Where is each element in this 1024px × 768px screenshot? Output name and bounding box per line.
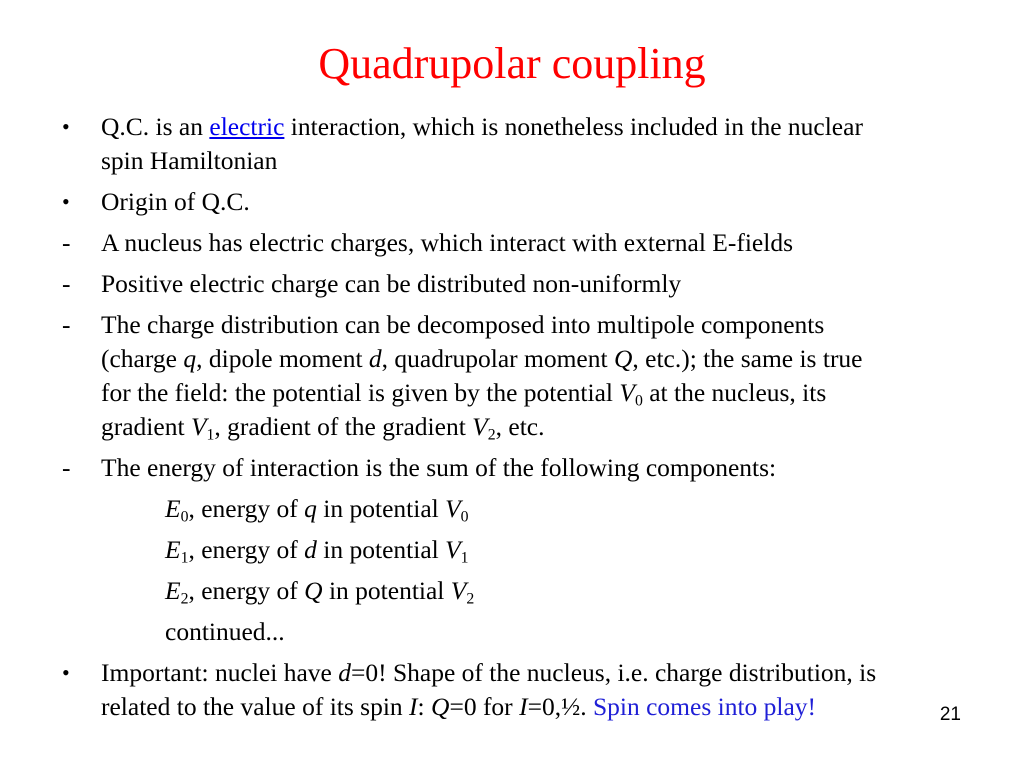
subscript: 0 — [634, 392, 643, 410]
subscript: 0 — [180, 508, 189, 526]
symbol: q — [304, 494, 317, 523]
symbol-V: V — [450, 576, 467, 605]
symbol-V: V — [190, 412, 207, 441]
symbol-d: d — [368, 344, 382, 373]
bullet-3-line-1 — [101, 658, 876, 688]
text: =0 for — [449, 692, 520, 721]
text: , energy of — [188, 494, 305, 523]
dash-marker: - — [62, 269, 71, 298]
text: in potential — [322, 576, 451, 605]
bullet-1-line-1 — [101, 112, 863, 142]
symbol-V: V — [472, 412, 488, 441]
dash-4: The energy of interaction is the sum of the following components: — [101, 453, 777, 482]
dash-3-line-2 — [101, 344, 863, 374]
text: gradient — [101, 412, 191, 441]
energy-line-0 — [165, 494, 469, 524]
bullet-marker: • — [62, 189, 70, 214]
symbol-d: d — [338, 658, 351, 687]
bullet-3-line-2 — [101, 692, 816, 722]
text: in potential — [316, 494, 446, 523]
dash-3-line-3 — [101, 378, 826, 408]
symbol: Q — [304, 576, 323, 605]
text: : — [417, 692, 432, 721]
bullet-2: Origin of Q.C. — [101, 187, 250, 216]
page-number: 21 — [939, 704, 961, 725]
electric-link[interactable]: electric — [209, 112, 285, 141]
subscript: 0 — [460, 508, 469, 526]
text: , quadrupolar moment — [381, 344, 614, 373]
symbol-V: V — [619, 378, 635, 407]
symbol-I: I — [409, 692, 418, 721]
subscript: 2 — [180, 590, 189, 608]
text: Q.C. is an — [101, 112, 210, 141]
subscript: 1 — [206, 426, 215, 444]
text: , etc. — [495, 412, 545, 441]
bullet-1-line-2: spin Hamiltonian — [101, 146, 278, 175]
text: , energy of — [188, 576, 305, 605]
highlight-text: Spin comes into play! — [592, 692, 817, 721]
dash-marker: - — [62, 310, 71, 339]
text: , dipole moment — [196, 344, 369, 373]
dash-2: Positive electric charge can be distributed non-uniformly — [101, 269, 682, 298]
symbol-E: E — [165, 535, 181, 564]
symbol-E: E — [165, 494, 181, 523]
subscript: 1 — [460, 549, 469, 567]
text: Important: nuclei have — [101, 658, 339, 687]
symbol-q: q — [183, 344, 197, 373]
text: , energy of — [188, 535, 305, 564]
text: =0! Shape of the nucleus, i.e. charge distribution, is — [350, 658, 877, 687]
symbol-I: I — [519, 692, 528, 721]
dash-3-line-4 — [101, 412, 545, 442]
text: =0,½. — [527, 692, 593, 721]
text: , gradient of the gradient — [214, 412, 473, 441]
bullet-marker: • — [62, 660, 70, 685]
energy-line-1 — [165, 535, 469, 565]
text: at the nucleus, its — [642, 378, 827, 407]
text: , etc.); the same is true — [632, 344, 863, 373]
dash-1: A nucleus has electric charges, which interact with external E-fields — [101, 228, 794, 257]
symbol-V: V — [445, 494, 461, 523]
bullet-marker: • — [62, 114, 70, 139]
subscript: 1 — [180, 549, 189, 567]
dash-3-line-1: The charge distribution can be decomposed into multipole components — [101, 310, 825, 339]
text: in potential — [316, 535, 446, 564]
dash-marker: - — [62, 228, 71, 257]
energy-line-2 — [165, 576, 474, 606]
subscript: 2 — [487, 426, 496, 444]
text: interaction, which is nonetheless included in the nuclear — [284, 112, 863, 141]
slide-title: Quadrupolar coupling — [318, 39, 706, 88]
symbol-Q: Q — [431, 692, 450, 721]
symbol-Q: Q — [613, 344, 633, 373]
continued-text: continued... — [165, 617, 285, 646]
symbol: d — [304, 535, 317, 564]
text: related to the value of its spin — [101, 692, 410, 721]
subscript: 2 — [466, 590, 475, 608]
text: (charge — [101, 344, 184, 373]
text: for the field: the potential is given by the potential — [101, 378, 620, 407]
symbol-V: V — [445, 535, 461, 564]
dash-marker: - — [62, 453, 71, 482]
symbol-E: E — [165, 576, 181, 605]
